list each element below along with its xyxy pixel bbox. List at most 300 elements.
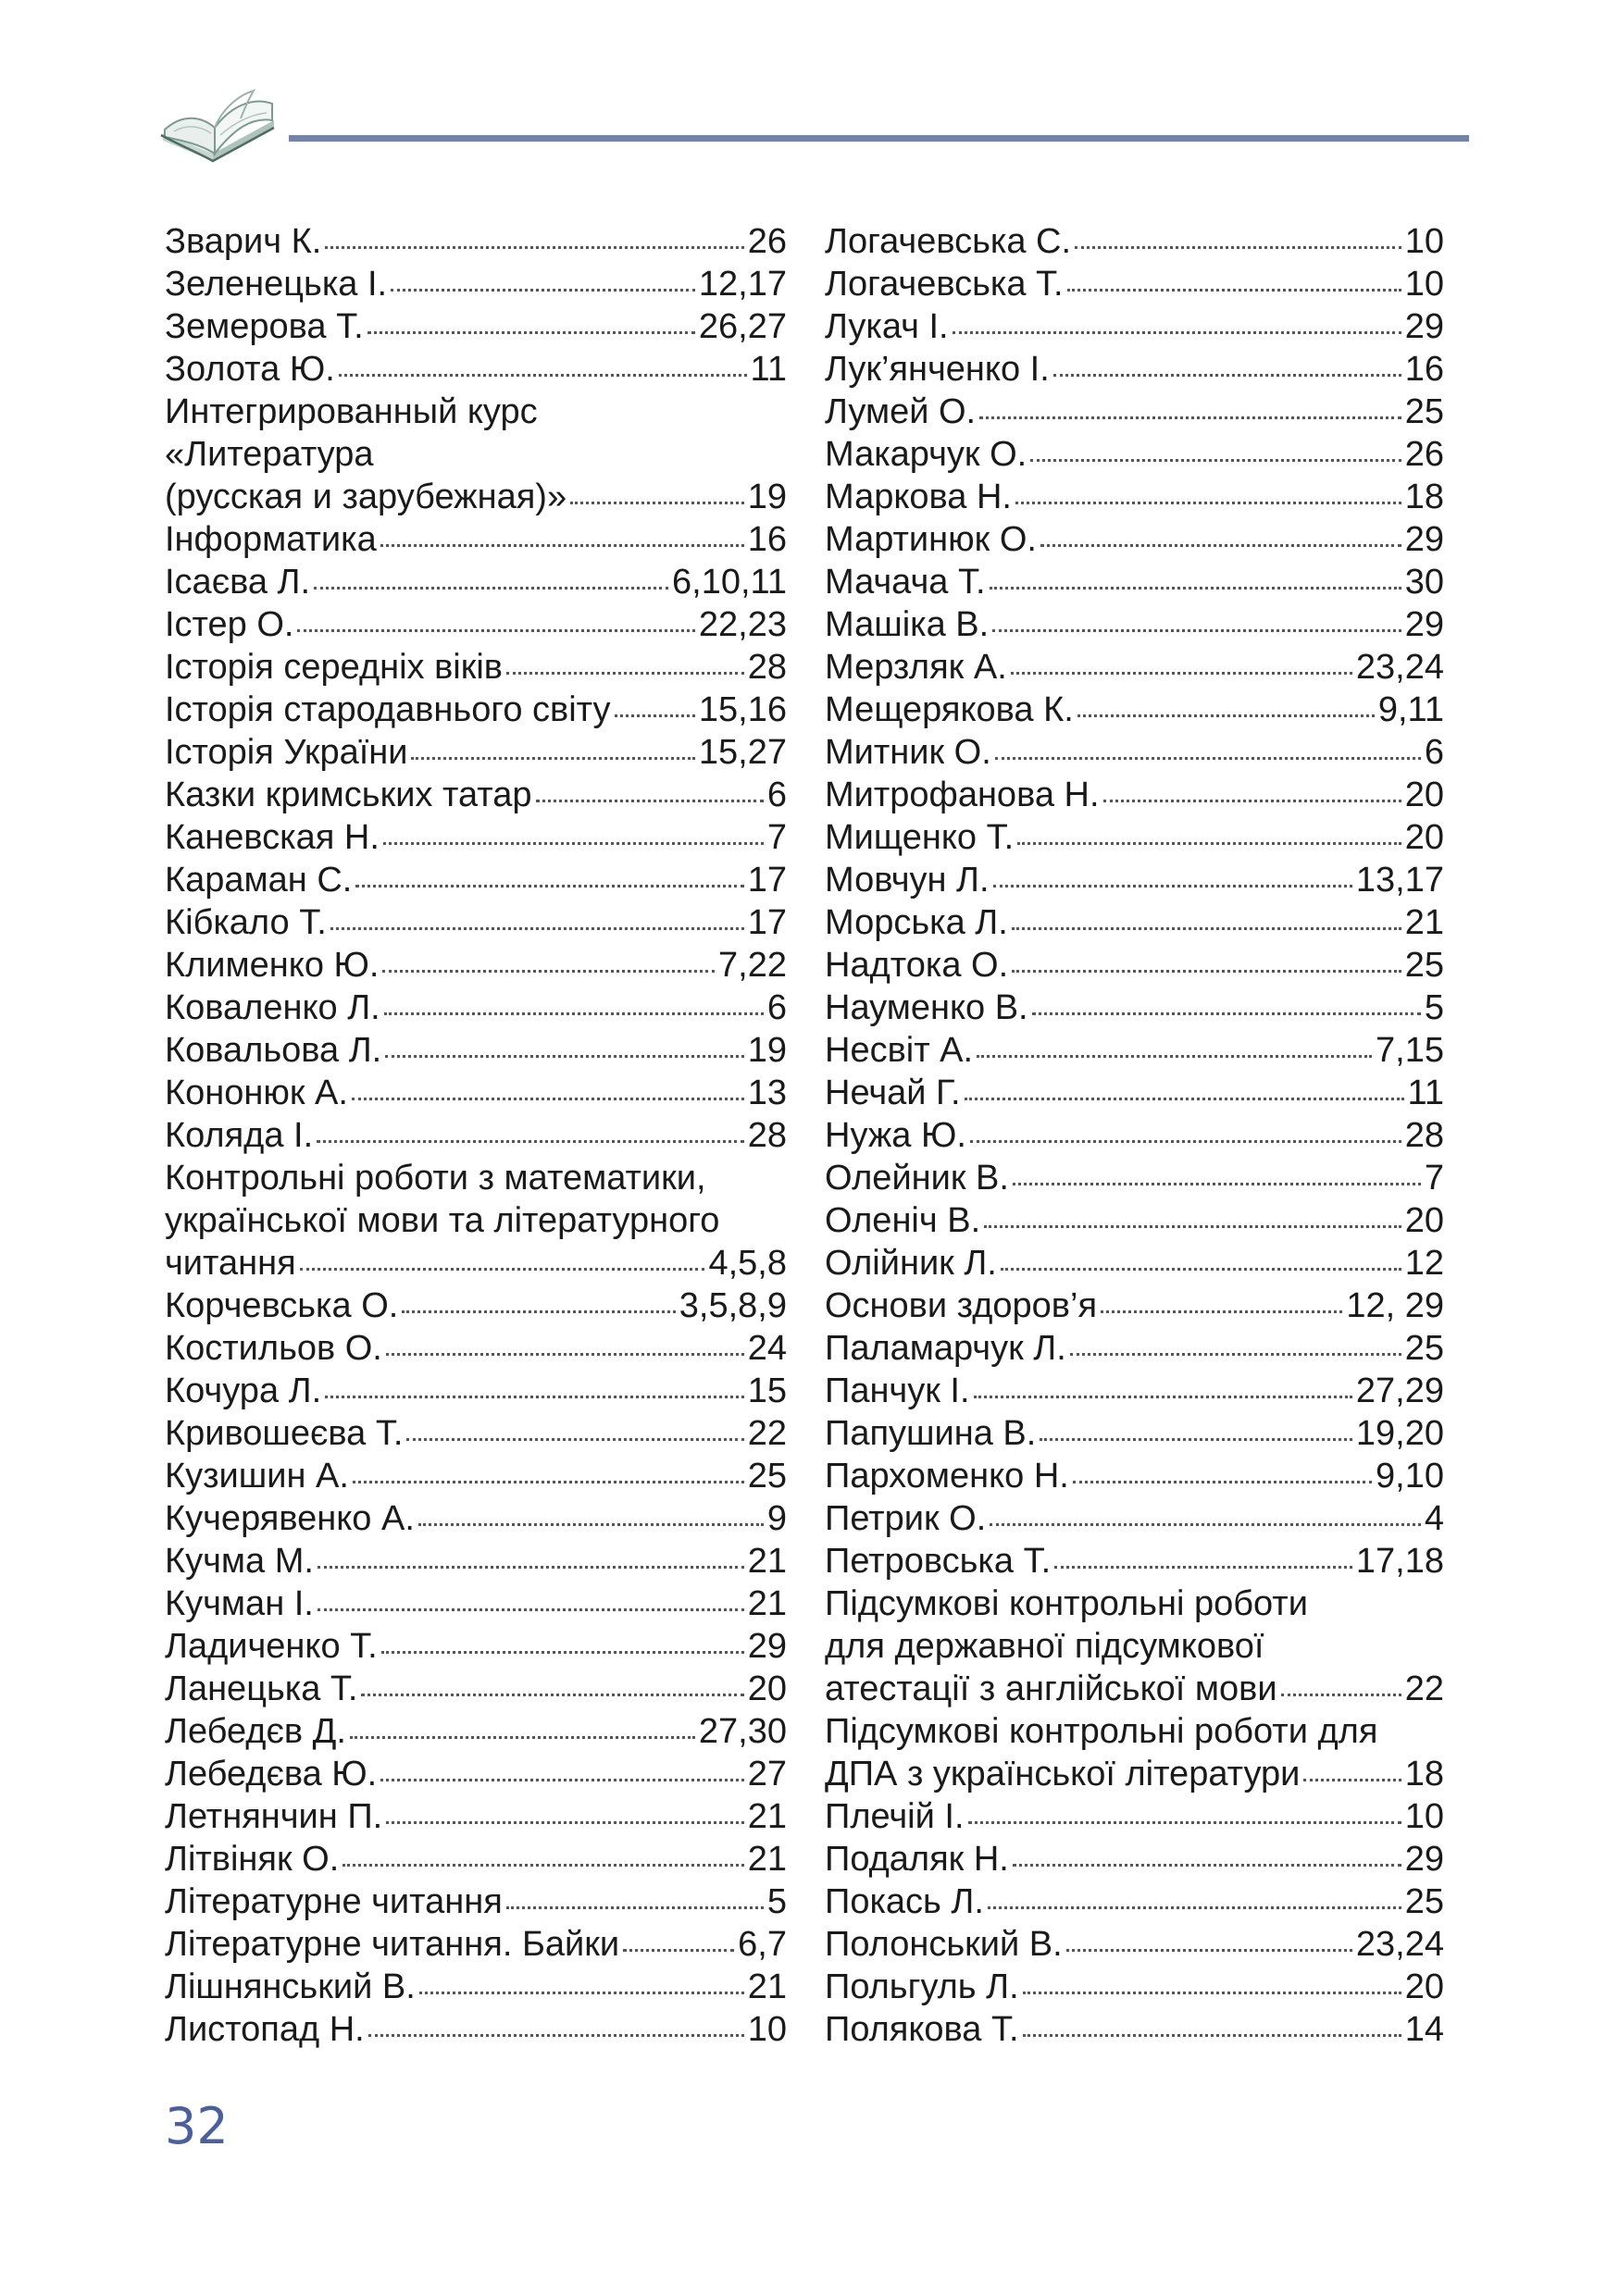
dot-leader xyxy=(1040,1436,1352,1441)
index-entry-pages: 23,24 xyxy=(1355,1925,1444,1964)
index-entry-name: Интегрированный курс xyxy=(165,392,538,431)
index-entry-name: Кучерявенко А. xyxy=(165,1499,415,1538)
index-entry-pages: 15 xyxy=(747,1371,787,1410)
index-entry-name: ДПА з української літератури xyxy=(825,1755,1301,1793)
dot-leader xyxy=(1001,1266,1401,1271)
index-entry xyxy=(825,348,1444,391)
index-entry-pages: 27,29 xyxy=(1355,1371,1444,1410)
index-entry-name: атестації з англійської мови xyxy=(825,1669,1277,1708)
index-entry-name: української мови та літературного xyxy=(165,1201,720,1240)
dot-leader xyxy=(406,1436,743,1441)
dot-leader xyxy=(384,1011,764,1015)
index-entry xyxy=(825,1710,1444,1795)
dot-leader xyxy=(1012,925,1401,930)
dot-leader xyxy=(350,1734,695,1739)
dot-leader xyxy=(1067,287,1401,292)
index-entry-pages: 24 xyxy=(747,1329,787,1368)
index-entry-pages: 21 xyxy=(747,1542,787,1581)
index-entry-pages: 16 xyxy=(1404,350,1444,389)
dot-leader xyxy=(383,840,764,845)
dot-leader xyxy=(386,1351,744,1356)
index-entry xyxy=(825,1157,1444,1199)
index-entry-pages: 17,18 xyxy=(1355,1542,1444,1581)
index-entry xyxy=(165,518,787,561)
index-entry-name: (русская и зарубежная)» xyxy=(165,478,567,516)
index-entry xyxy=(825,731,1444,774)
index-entry-name: Контрольні роботи з математики, xyxy=(165,1159,706,1198)
index-entry-pages: 26 xyxy=(1404,435,1444,474)
index-entry xyxy=(825,1370,1444,1412)
index-entry-name: Істер О. xyxy=(165,605,294,644)
dot-leader xyxy=(1054,1564,1352,1569)
dot-leader xyxy=(993,883,1352,887)
index-entry xyxy=(165,1753,787,1795)
dot-leader xyxy=(1023,2032,1401,2037)
dot-leader xyxy=(984,1223,1401,1228)
dot-leader xyxy=(570,500,744,504)
index-entry-pages: 19 xyxy=(747,478,787,516)
index-entry-pages: 29 xyxy=(1404,1840,1444,1879)
index-entry-name: Пархоменко Н. xyxy=(825,1457,1069,1496)
index-entry-pages: 29 xyxy=(747,1627,787,1666)
index-entry-pages: 21 xyxy=(747,1840,787,1879)
index-entry-pages: 12,17 xyxy=(698,265,787,304)
index-entry-name: Полякова Т. xyxy=(825,2010,1019,2049)
index-entry-pages: 25 xyxy=(747,1457,787,1496)
index-entry-name: Інформатика xyxy=(165,520,377,559)
dot-leader xyxy=(386,1819,744,1824)
index-entry-pages: 26 xyxy=(747,222,787,261)
index-entry xyxy=(825,1923,1444,1966)
index-entry-pages: 14 xyxy=(1404,2010,1444,2049)
index-entry-name: Казки кримських татар xyxy=(165,776,532,814)
index-entry-pages: 6 xyxy=(1424,733,1444,772)
index-entry-pages: 26,27 xyxy=(698,307,787,346)
index-entry xyxy=(165,1497,787,1540)
index-entry-pages: 5 xyxy=(766,1882,787,1921)
index-entry xyxy=(825,1540,1444,1582)
index-entry-pages: 21 xyxy=(747,1797,787,1836)
index-entry-pages: 23,24 xyxy=(1355,648,1444,687)
index-entry-name: Мартинюк О. xyxy=(825,520,1037,559)
index-entry-name: Ладиченко Т. xyxy=(165,1627,378,1666)
index-entry-pages: 25 xyxy=(1404,1882,1444,1921)
index-entry xyxy=(825,1029,1444,1072)
dot-leader xyxy=(1075,244,1401,249)
dot-leader xyxy=(361,1692,743,1696)
index-entry xyxy=(165,1880,787,1923)
index-entry xyxy=(165,220,787,263)
dot-leader xyxy=(352,1096,744,1100)
index-entry-name: Полонський В. xyxy=(825,1925,1063,1964)
dot-leader xyxy=(1017,840,1401,845)
index-entry xyxy=(825,646,1444,689)
index-entry xyxy=(165,1285,787,1327)
dot-leader xyxy=(402,1309,675,1313)
index-entry xyxy=(165,1966,787,2008)
index-entry-name: Макарчук О. xyxy=(825,435,1027,474)
index-entry-pages: 27,30 xyxy=(698,1712,787,1751)
index-entry-pages: 10 xyxy=(1404,1797,1444,1836)
dot-leader xyxy=(339,372,747,377)
dot-leader xyxy=(506,670,744,675)
index-entry-name: Листопад Н. xyxy=(165,2010,365,2049)
index-entry xyxy=(825,476,1444,518)
index-entry xyxy=(825,2008,1444,2051)
index-entry xyxy=(165,774,787,816)
index-entry-pages: 11 xyxy=(750,350,787,389)
index-entry xyxy=(165,816,787,859)
index-entry-pages: 7,22 xyxy=(718,946,787,985)
index-entry-name: Лукач І. xyxy=(825,307,949,346)
index-entry-name: Кононюк А. xyxy=(165,1074,348,1112)
index-entry-pages: 15,27 xyxy=(698,733,787,772)
index-entry-name: Маркова Н. xyxy=(825,478,1012,516)
dot-leader xyxy=(1011,670,1352,675)
index-entry xyxy=(165,348,787,391)
index-entry-pages: 4 xyxy=(1424,1499,1444,1538)
index-entry-name: Лішнянський В. xyxy=(165,1967,416,2006)
index-entry-name: Костильов О. xyxy=(165,1329,382,1368)
index-entry-name: Морська Л. xyxy=(825,903,1008,942)
index-entry-pages: 18 xyxy=(1404,478,1444,516)
index-entry-name: Земерова Т. xyxy=(165,307,364,346)
index-entry-name: Панчук І. xyxy=(825,1371,970,1410)
index-entry xyxy=(165,1455,787,1497)
dot-leader xyxy=(1103,798,1401,802)
dot-leader xyxy=(411,755,694,760)
index-entry xyxy=(825,774,1444,816)
index-entry xyxy=(825,263,1444,305)
index-entry-name: Літвіняк О. xyxy=(165,1840,340,1879)
index-entry xyxy=(825,816,1444,859)
dot-leader xyxy=(355,883,743,887)
index-entry xyxy=(825,987,1444,1029)
index-entry-pages: 21 xyxy=(747,1584,787,1623)
index-entry-pages: 28 xyxy=(747,1116,787,1155)
index-entry-pages: 13,17 xyxy=(1355,861,1444,900)
index-entry-name: Корчевська О. xyxy=(165,1286,399,1325)
index-column-left xyxy=(165,220,787,2051)
dot-leader xyxy=(317,1138,744,1143)
index-entry-name: читання xyxy=(165,1244,296,1283)
index-entry-pages: 10 xyxy=(1404,222,1444,261)
index-entry-name: Оленіч В. xyxy=(825,1201,981,1240)
dot-leader xyxy=(1066,1947,1352,1952)
index-entry xyxy=(165,1582,787,1625)
dot-leader xyxy=(1303,1777,1401,1781)
index-entry-name: Історія стародавнього світу xyxy=(165,690,611,729)
dot-leader xyxy=(615,713,695,717)
index-entry-name: Кучма М. xyxy=(165,1542,314,1581)
index-entry-pages: 29 xyxy=(1404,605,1444,644)
index-entry-pages: 17 xyxy=(747,861,787,900)
index-entry-name: Мещерякова К. xyxy=(825,690,1074,729)
index-entry xyxy=(165,391,787,518)
index-entry xyxy=(165,689,787,731)
index-entry-pages: 6 xyxy=(766,776,787,814)
index-entry-name: Машіка В. xyxy=(825,605,990,644)
index-entry xyxy=(165,731,787,774)
index-entry-pages: 25 xyxy=(1404,946,1444,985)
index-entry-pages: 5 xyxy=(1424,988,1444,1027)
header-rule xyxy=(289,135,1469,142)
dot-leader xyxy=(1040,542,1401,547)
open-book-icon xyxy=(156,76,285,168)
index-entry-name: Мачача Т. xyxy=(825,563,986,602)
dot-leader xyxy=(419,1990,744,1994)
dot-leader xyxy=(1281,1692,1401,1696)
index-entry xyxy=(825,518,1444,561)
index-entry-pages: 21 xyxy=(1404,903,1444,942)
index-entry-pages: 7 xyxy=(1424,1159,1444,1198)
index-entry xyxy=(165,1710,787,1753)
dot-leader xyxy=(988,1905,1401,1909)
index-entry-pages: 28 xyxy=(747,648,787,687)
index-entry-name: Польгуль Л. xyxy=(825,1967,1019,2006)
index-entry-name: Надтока О. xyxy=(825,946,1009,985)
index-entry-pages: 6 xyxy=(766,988,787,1027)
index-entry-pages: 21 xyxy=(747,1967,787,2006)
index-entry xyxy=(165,2008,787,2051)
index-entry-pages: 7,15 xyxy=(1376,1031,1444,1070)
index-entry-name: Історія середніх віків xyxy=(165,648,503,687)
dot-leader xyxy=(1012,968,1401,973)
dot-leader xyxy=(970,1138,1401,1143)
index-entry xyxy=(165,1327,787,1370)
index-entry-pages: 29 xyxy=(1404,307,1444,346)
page-number: 32 xyxy=(165,2097,229,2155)
dot-leader xyxy=(300,1266,705,1271)
dot-leader xyxy=(965,1096,1404,1100)
dot-leader xyxy=(1015,500,1401,504)
index-entry xyxy=(165,1838,787,1880)
index-entry-pages: 6,10,11 xyxy=(672,563,787,602)
index-entry xyxy=(825,1838,1444,1880)
dot-leader xyxy=(506,1905,764,1909)
index-entry-pages: 29 xyxy=(1404,520,1444,559)
index-entry-name: Зварич К. xyxy=(165,222,322,261)
dot-leader xyxy=(418,1521,764,1526)
index-entry xyxy=(825,391,1444,433)
index-entry-pages: 12 xyxy=(1404,1244,1444,1283)
index-column-right xyxy=(825,220,1444,2051)
index-entry-pages: 22 xyxy=(747,1414,787,1453)
index-entry xyxy=(825,1966,1444,2008)
dot-leader xyxy=(382,968,715,973)
index-entry xyxy=(165,646,787,689)
index-entry xyxy=(165,263,787,305)
index-entry xyxy=(825,305,1444,348)
index-entry xyxy=(825,1880,1444,1923)
dot-leader xyxy=(990,1521,1421,1526)
index-entry-pages: 25 xyxy=(1404,1329,1444,1368)
index-entry-name: Митник О. xyxy=(825,733,991,772)
index-entry xyxy=(825,901,1444,944)
index-entry-name: Основи здоров’я xyxy=(825,1286,1098,1325)
index-entry-pages: 17 xyxy=(747,903,787,942)
dot-leader xyxy=(342,1862,743,1867)
index-entry xyxy=(165,901,787,944)
dot-leader xyxy=(381,1649,744,1654)
index-entry xyxy=(165,1029,787,1072)
dot-leader xyxy=(1053,372,1401,377)
index-entry-name: Мерзляк А. xyxy=(825,648,1007,687)
index-entry-name: Летнянчин П. xyxy=(165,1797,383,1836)
index-entry xyxy=(825,1582,1444,1710)
index-entry-name: Науменко В. xyxy=(825,988,1028,1027)
index-entry-name: Підсумкові контрольні роботи xyxy=(825,1584,1308,1623)
index-entry xyxy=(165,1668,787,1710)
index-entry xyxy=(165,1625,787,1668)
dot-leader xyxy=(1030,457,1401,462)
index-entry-pages: 22 xyxy=(1404,1669,1444,1708)
dot-leader xyxy=(380,542,744,547)
dot-leader xyxy=(318,1607,744,1611)
dot-leader xyxy=(318,1564,744,1569)
index-entry-name: Історія України xyxy=(165,733,408,772)
dot-leader xyxy=(1013,1862,1401,1867)
index-entry xyxy=(825,1327,1444,1370)
index-entry xyxy=(825,1114,1444,1157)
index-entry-name: Петрик О. xyxy=(825,1499,987,1538)
dot-leader xyxy=(391,287,695,292)
index-entry-name: Папушина В. xyxy=(825,1414,1037,1453)
index-entry-pages: 11 xyxy=(1407,1074,1444,1112)
index-entry-name: Клименко Ю. xyxy=(165,946,380,985)
index-entry-pages: 9,10 xyxy=(1376,1457,1444,1496)
index-entry-name: Мищенко Т. xyxy=(825,818,1015,857)
dot-leader xyxy=(314,585,668,590)
index-entry xyxy=(825,1412,1444,1455)
index-entry-pages: 16 xyxy=(747,520,787,559)
index-entry-pages: 4,5,8 xyxy=(708,1244,787,1283)
index-entry-name: Мовчун Л. xyxy=(825,861,990,900)
index-entry xyxy=(825,603,1444,646)
index-entry xyxy=(825,1199,1444,1242)
index-entry-name: Кучман І. xyxy=(165,1584,314,1623)
index-entry-name: Олійник Л. xyxy=(825,1244,997,1283)
index-entry xyxy=(825,1242,1444,1285)
index-entry-name: Літературне читання xyxy=(165,1882,503,1921)
index-entry-name: Ковальова Л. xyxy=(165,1031,382,1070)
index-entry-name: Ісаєва Л. xyxy=(165,563,311,602)
dot-leader xyxy=(325,1394,744,1398)
index-entry-name: Лебедєв Д. xyxy=(165,1712,346,1751)
index-entry-name: Зеленецька І. xyxy=(165,265,388,304)
dot-leader xyxy=(325,244,743,249)
index-entry xyxy=(165,1795,787,1838)
index-entry-pages: 3,5,8,9 xyxy=(679,1286,787,1325)
dot-leader xyxy=(353,1479,744,1483)
dot-leader xyxy=(297,627,694,632)
dot-leader xyxy=(977,1053,1372,1058)
index-entry xyxy=(825,1455,1444,1497)
index-entry-name: Коляда І. xyxy=(165,1116,314,1155)
index-entry-name: Каневская Н. xyxy=(165,818,380,857)
dot-leader xyxy=(1101,1309,1342,1313)
index-entry-name: Лебедєва Ю. xyxy=(165,1755,378,1793)
index-entry-pages: 10 xyxy=(747,2010,787,2049)
dot-leader xyxy=(380,1777,743,1781)
index-entry-name: Лумей О. xyxy=(825,392,977,431)
index-entry xyxy=(825,944,1444,987)
index-entry-name: Олейник В. xyxy=(825,1159,1009,1198)
index-entry xyxy=(825,433,1444,476)
dot-leader xyxy=(623,1947,734,1952)
dot-leader xyxy=(995,755,1421,760)
index-entry-pages: 20 xyxy=(1404,1201,1444,1240)
index-entry xyxy=(165,1412,787,1455)
index-entry-name: Плечій І. xyxy=(825,1797,965,1836)
index-entry-name: для державної підсумкової xyxy=(825,1627,1264,1666)
index-entry-name: Нужа Ю. xyxy=(825,1116,966,1155)
dot-leader xyxy=(990,585,1401,590)
index-entry-name: Ланецька Т. xyxy=(165,1669,358,1708)
index-entry-name: Кібкало Т. xyxy=(165,903,327,942)
index-entry-name: Покась Л. xyxy=(825,1882,984,1921)
index-entry xyxy=(825,1795,1444,1838)
index-entry-pages: 12, 29 xyxy=(1346,1286,1444,1325)
index-entry-name: Подаляк Н. xyxy=(825,1840,1009,1879)
index-entry-name: Несвіт А. xyxy=(825,1031,974,1070)
index-entry xyxy=(165,561,787,603)
index-entry-pages: 6,7 xyxy=(738,1925,787,1964)
index-entry-pages: 25 xyxy=(1404,392,1444,431)
index-entry xyxy=(165,987,787,1029)
index-entry-pages: 9,11 xyxy=(1377,690,1444,729)
dot-leader xyxy=(974,1394,1352,1398)
dot-leader xyxy=(1023,1990,1401,1994)
index-entry xyxy=(825,561,1444,603)
dot-leader xyxy=(953,329,1401,334)
index-entry-name: Кривошеєва Т. xyxy=(165,1414,404,1453)
dot-leader xyxy=(367,329,695,334)
dot-leader xyxy=(979,415,1401,419)
index-entry-pages: 7 xyxy=(766,818,787,857)
index-entry-name: Літературне читання. Байки xyxy=(165,1925,620,1964)
dot-leader xyxy=(1032,1011,1421,1015)
index-entry xyxy=(165,603,787,646)
index-entry-name: Лук’янченко І. xyxy=(825,350,1050,389)
index-entry-pages: 13 xyxy=(747,1074,787,1112)
index-entry-pages: 28 xyxy=(1404,1116,1444,1155)
index-entry-pages: 27 xyxy=(747,1755,787,1793)
index-entry-pages: 20 xyxy=(1404,776,1444,814)
index-entry-name: Кочура Л. xyxy=(165,1371,322,1410)
index-entry-pages: 22,23 xyxy=(698,605,787,644)
index-entry-pages: 20 xyxy=(747,1669,787,1708)
index-entry xyxy=(825,220,1444,263)
index-entry xyxy=(825,859,1444,901)
index-entry-name: Підсумкові контрольні роботи для xyxy=(825,1712,1378,1751)
index-entry xyxy=(165,1157,787,1285)
index-entry-name: Логачевська Т. xyxy=(825,265,1064,304)
dot-leader xyxy=(1073,1479,1372,1483)
index-entry-name: Коваленко Л. xyxy=(165,988,380,1027)
index-entry-name: Петровська Т. xyxy=(825,1542,1052,1581)
index-entry-pages: 19,20 xyxy=(1355,1414,1444,1453)
index-entry-name: Нечай Г. xyxy=(825,1074,961,1112)
index-entry xyxy=(825,1072,1444,1114)
index-entry xyxy=(165,1114,787,1157)
dot-leader xyxy=(1013,1181,1421,1185)
index-entry xyxy=(825,689,1444,731)
index-entry-name: «Литература xyxy=(165,435,374,474)
index-entry-name: Золота Ю. xyxy=(165,350,335,389)
index-entry-pages: 10 xyxy=(1404,265,1444,304)
dot-leader xyxy=(1070,1351,1401,1356)
